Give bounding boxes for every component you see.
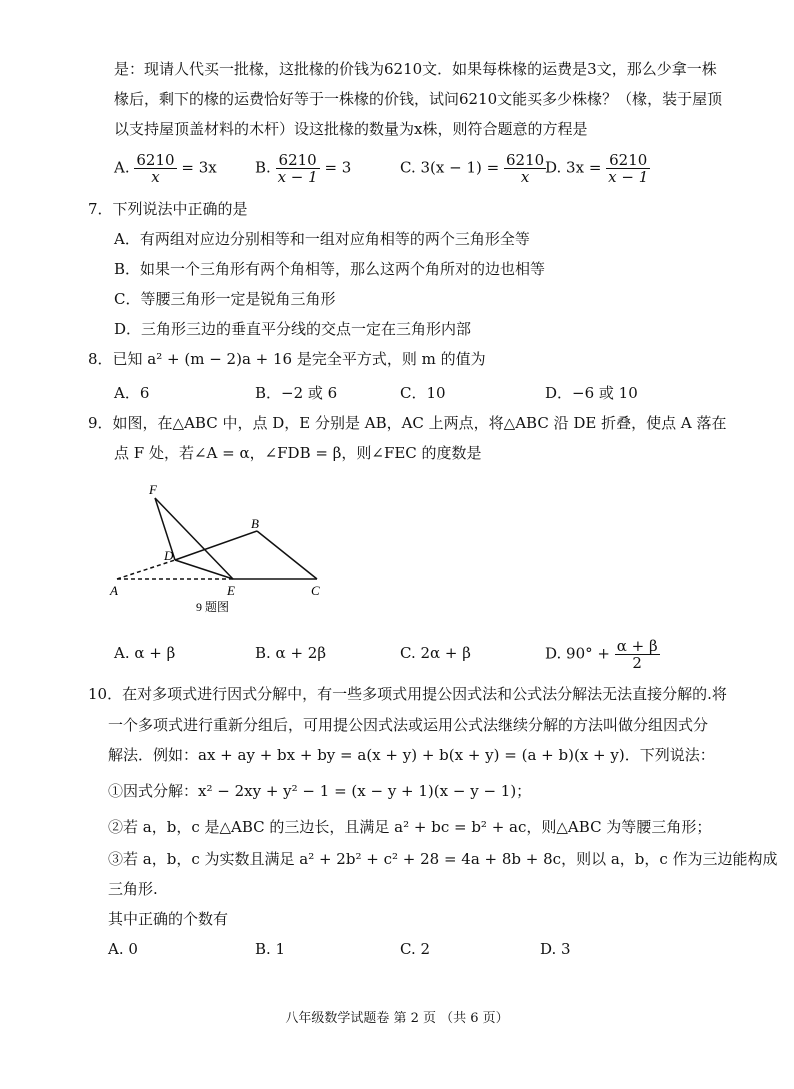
q9-option-b: B. α + 2β — [255, 644, 327, 662]
q10-line3: 解法．例如：ax + ay + bx + by = a(x + y) + b(x + y) = (a + b)(x + y)．下列说法： — [108, 746, 715, 764]
label-e: E — [227, 583, 235, 598]
q6-option-d: D. 3x = $\frac{6210}{x - 1}$ — [545, 151, 649, 186]
q7-option-d: D．三角形三边的垂直平分线的交点一定在三角形内部 — [114, 320, 472, 338]
label-f: F — [149, 482, 157, 497]
q8-option-c: C．10 — [400, 384, 446, 402]
q8-option-d: D．−6 或 10 — [545, 384, 638, 402]
label-c: C — [311, 583, 320, 598]
q10-option-b: B. 1 — [255, 940, 286, 958]
q10-ask: 其中正确的个数有 — [108, 910, 229, 928]
q6-option-b: B. $\frac{6210}{x - 1}$ = 3 — [255, 151, 352, 186]
q7-option-c: C．等腰三角形一定是锐角三角形 — [114, 290, 336, 308]
q10-line1: 10．在对多项式进行因式分解中，有一些多项式用提公因式法和公式法分解法无法直接分解的.将 — [88, 685, 727, 703]
q6-line3: 以支持屋顶盖材料的木杆）设这批椽的数量为x株，则符合题意的方程是 — [114, 120, 588, 138]
label-d: D — [164, 548, 174, 563]
q6-option-a: A. $\frac{6210}{x}$ = 3x — [114, 151, 217, 186]
q9-figure — [100, 478, 340, 618]
q7-option-a: A．有两组对应边分别相等和一组对应角相等的两个三角形全等 — [114, 230, 530, 248]
label-b: B — [251, 516, 259, 531]
q7-option-b: B．如果一个三角形有两个角相等，那么这两个角所对的边也相等 — [114, 260, 546, 278]
q9-line1: 9．如图，在△ABC 中，点 D，E 分别是 AB，AC 上两点，将△ABC 沿 DE 折叠，使点 A 落在 — [88, 414, 727, 432]
figure-caption: 9 题图 — [196, 600, 230, 614]
q8-stem: 8．已知 a² + (m − 2)a + 16 是完全平方式，则 m 的值为 — [88, 350, 486, 368]
q10-line2: 一个多项式进行重新分组后，可用提公因式法或运用公式法继续分解的方法叫做分组因式分 — [108, 716, 709, 734]
q9-option-a: A. α + β — [114, 644, 176, 662]
q9-line2: 点 F 处，若∠A = α，∠FDB = β，则∠FEC 的度数是 — [114, 444, 482, 462]
q10-option-c: C. 2 — [400, 940, 431, 958]
q6-option-c: C. 3(x − 1) = $\frac{6210}{x}$ — [400, 151, 545, 186]
q10-statement-3b: 三角形. — [108, 880, 158, 898]
q9-option-d: D. 90° + $\frac{\alpha + \beta}{2}$ — [545, 637, 658, 672]
label-a: A — [110, 583, 118, 598]
q8-option-b: B．−2 或 6 — [255, 384, 338, 402]
edge-b-d — [175, 531, 257, 560]
q9-option-c: C. 2α + β — [400, 644, 471, 662]
q10-statement-2: ②若 a，b，c 是△ABC 的三边长，且满足 a² + bc = b² + ac，则△ABC 为等腰三角形； — [108, 818, 712, 836]
q8-option-a: A．6 — [114, 384, 150, 402]
q10-option-d: D. 3 — [540, 940, 571, 958]
q10-option-a: A. 0 — [108, 940, 138, 958]
q10-statement-1: ①因式分解：x² − 2xy + y² − 1 = (x − y + 1)(x − y − 1)； — [108, 782, 532, 800]
page-footer: 八年级数学试题卷 第 2 页 （共 6 页） — [285, 1011, 509, 1026]
edge-c-b — [257, 531, 317, 579]
q6-line2: 椽后，剩下的椽的运费恰好等于一株椽的价钱，试问6210文能买多少株椽？（椽，装于屋顶 — [114, 90, 723, 108]
q10-statement-3a: ③若 a，b，c 为实数且满足 a² + 2b² + c² + 28 = 4a + 8b + 8c，则以 a，b，c 作为三边能构成 — [108, 850, 778, 868]
q7-stem: 7．下列说法中正确的是 — [88, 200, 248, 218]
q6-line1: 是：现请人代买一批椽，这批椽的价钱为6210文．如果每株椽的运费是3文，那么少拿一株 — [114, 60, 717, 78]
